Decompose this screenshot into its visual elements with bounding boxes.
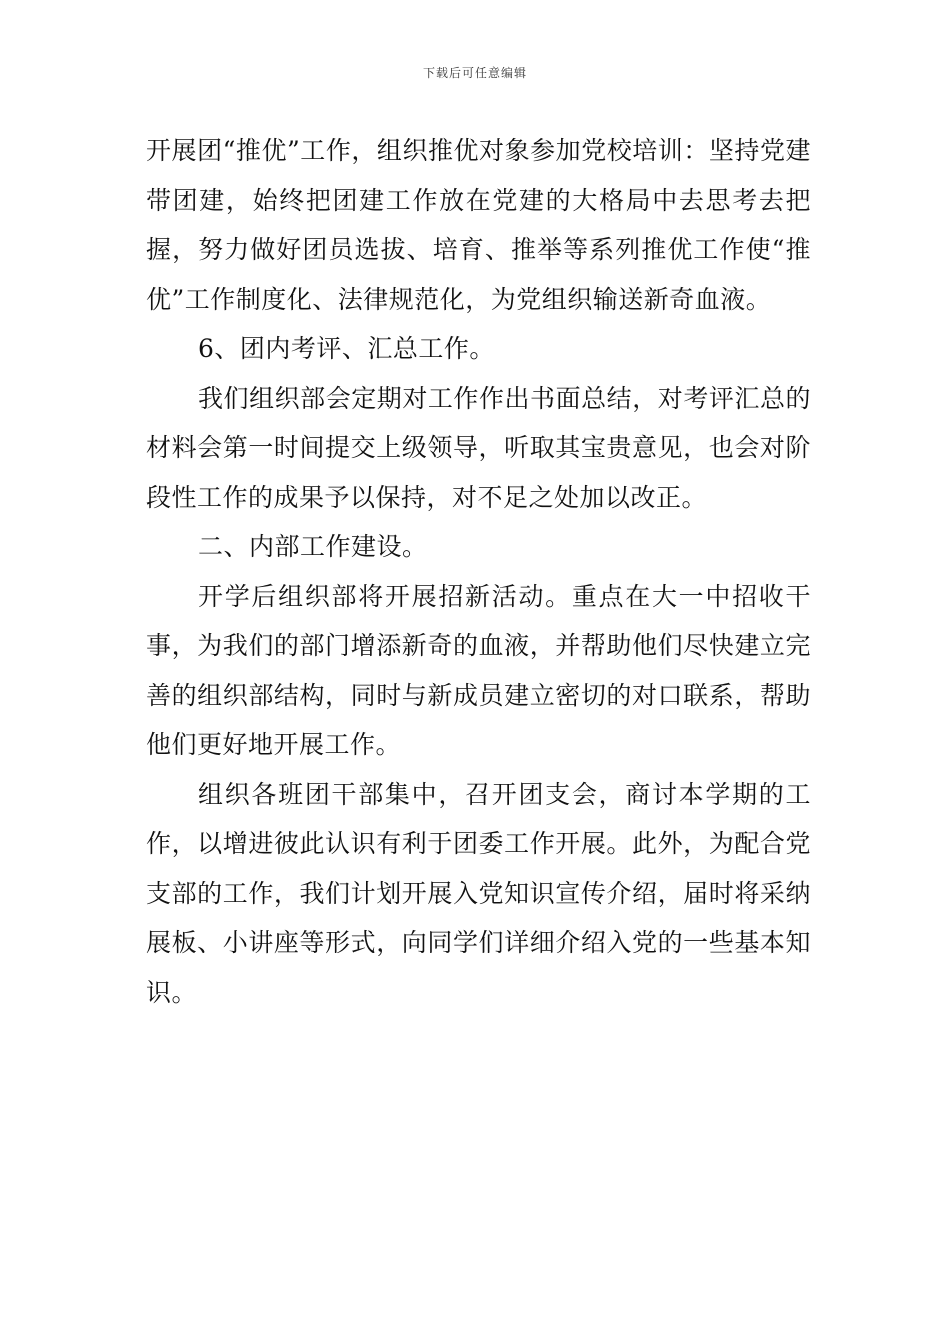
section-heading-evaluation: 6、团内考评、汇总工作。 <box>198 334 495 363</box>
paragraph-tuiyou: 开展团“推优”工作，组织推优对象参加党校培训：坚持党建带团建，始终把团建工作放在党建的大格局中去思考去把握，努力做好团员选拔、培育、推举等系列推优工作使“推优”工作制度化、法律规范化，为党组织输送新奇血液。 <box>146 136 811 314</box>
section-heading-internal-construction: 二、内部工作建设。 <box>198 532 428 561</box>
document-body <box>146 126 811 1017</box>
page-header-note: 下载后可任意编辑 <box>422 66 527 80</box>
paragraph-recruitment: 开学后组织部将开展招新活动。重点在大一中招收干事，为我们的部门增添新奇的血液，并帮助他们尽快建立完善的组织部结构，同时与新成员建立密切的对口联系，帮助他们更好地开展工作。 <box>146 581 811 759</box>
paragraph-evaluation: 我们组织部会定期对工作作出书面总结，对考评汇总的材料会第一时间提交上级领导，听取其宝贵意见，也会对阶段性工作的成果予以保持，对不足之处加以改正。 <box>146 383 811 512</box>
paragraph-branch-meeting: 组织各班团干部集中，召开团支会，商讨本学期的工作，以增进彼此认识有利于团委工作开展。此外，为配合党支部的工作，我们计划开展入党知识宣传介绍，届时将采纳展板、小讲座等形式，向同学们详细介绍入党的一些基本知识。 <box>146 779 811 1007</box>
